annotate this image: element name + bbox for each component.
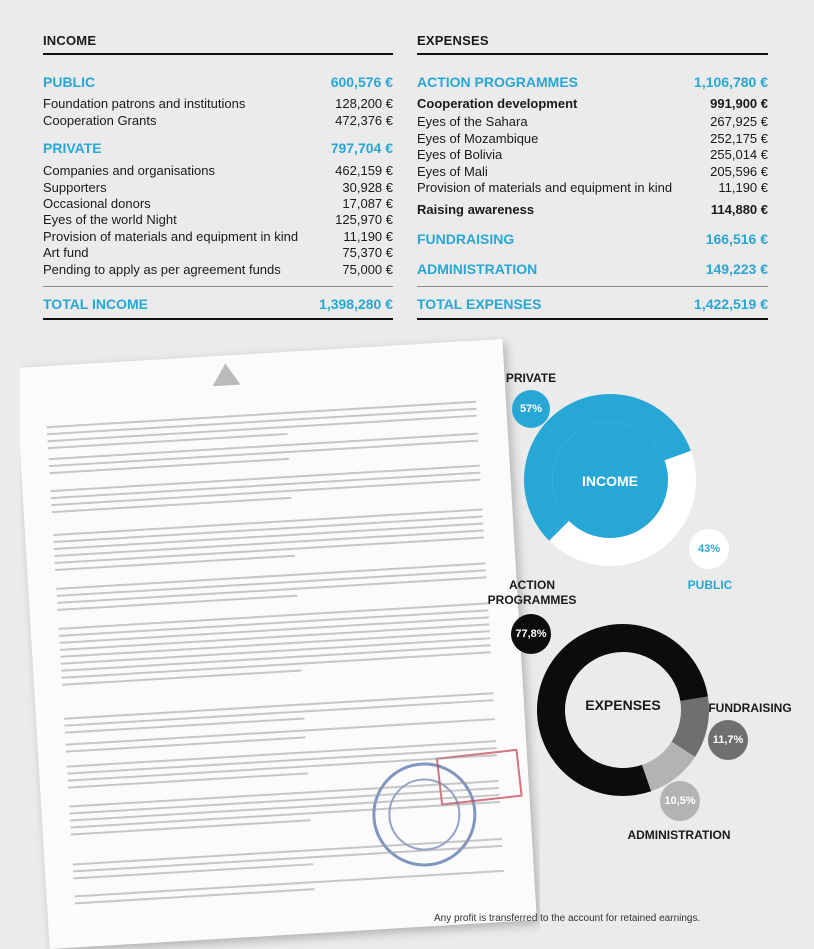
divider	[417, 318, 768, 320]
document-text-line	[71, 819, 311, 835]
income-private-chart-label: PRIVATE	[505, 371, 557, 385]
expenses-administration-row: ADMINISTRATION 149,223 €	[417, 261, 768, 277]
income-private-value: 797,704 €	[330, 140, 393, 156]
document-text-line	[75, 888, 315, 904]
expenses-item-row: Provision of materials and equipment in kind 11,190 €	[417, 180, 768, 195]
expenses-column	[417, 0, 768, 312]
expenses-fundraising-pct-badge: 11,7%	[708, 720, 748, 760]
income-item-row: Pending to apply as per agreement funds 75,000 €	[43, 262, 393, 277]
income-public-pct-badge: 43%	[689, 529, 729, 569]
logo-icon	[211, 363, 240, 387]
income-item-row: Supporters 30,928 €	[43, 180, 393, 195]
expenses-administration-chart-label: ADMINISTRATION	[627, 828, 731, 842]
income-item-row: Occasional donors 17,087 €	[43, 196, 393, 211]
income-public-row	[43, 74, 393, 90]
expenses-item-row: Eyes of Bolivia 255,014 €	[417, 147, 768, 162]
income-center-label: INCOME	[582, 473, 638, 489]
expenses-item-row: Eyes of Mali 205,596 €	[417, 164, 768, 179]
income-item-row: Eyes of the world Night 125,970 €	[43, 212, 393, 227]
audit-report-page	[20, 339, 537, 949]
divider	[43, 286, 393, 287]
divider	[43, 318, 393, 320]
document-text-line	[73, 863, 313, 879]
income-header: INCOME	[43, 0, 393, 55]
income-public-value: 600,576 €	[330, 74, 393, 90]
document-text-line	[64, 692, 493, 719]
expenses-action-row: ACTION PROGRAMMES 1,106,780 €	[417, 74, 768, 90]
income-private-label: PRIVATE	[43, 140, 102, 156]
expenses-cooperation-row: Cooperation development 991,900 €	[417, 96, 768, 111]
expenses-fundraising-chart-label: FUNDRAISING	[708, 701, 792, 715]
expenses-awareness-row: Raising awareness 114,880 €	[417, 202, 768, 217]
income-total-value: 1,398,280 €	[319, 296, 393, 312]
income-private-row	[43, 140, 393, 156]
document-text-line	[47, 401, 476, 428]
expenses-administration-pct-badge: 10,5%	[660, 781, 700, 821]
audit-report-image	[20, 333, 540, 949]
income-public-chart-label: PUBLIC	[687, 578, 733, 592]
document-text-line	[58, 595, 298, 611]
document-text-line	[49, 458, 289, 474]
income-column	[43, 0, 393, 312]
expenses-action-chart-label: ACTION PROGRAMMES	[487, 578, 577, 607]
expenses-item-row: Eyes of Mozambique 252,175 €	[417, 131, 768, 146]
expenses-item-row: Eyes of the Sahara 267,925 €	[417, 114, 768, 129]
expenses-center-label: EXPENSES	[585, 697, 661, 713]
divider	[417, 286, 768, 287]
footnote: Any profit is transferred to the account for retained earnings.	[434, 913, 701, 924]
expenses-header: EXPENSES	[417, 0, 768, 55]
income-total-row	[43, 296, 393, 312]
income-private-pct-badge: 57%	[512, 390, 550, 428]
document-text-line	[68, 772, 308, 788]
document-text-line	[55, 555, 295, 571]
document-text-line	[53, 509, 482, 536]
expenses-total-row: TOTAL EXPENSES 1,422,519 €	[417, 296, 768, 312]
document-text-line	[62, 670, 302, 686]
document-text-line	[66, 736, 306, 752]
income-total-label: TOTAL INCOME	[43, 296, 148, 312]
income-item-row: Art fund 75,370 €	[43, 245, 393, 260]
expenses-action-pct-badge: 77,8%	[511, 614, 551, 654]
income-item-row: Cooperation Grants 472,376 €	[43, 113, 393, 128]
income-item-row: Provision of materials and equipment in kind 11,190 €	[43, 229, 393, 244]
income-item-row: Companies and organisations 462,159 €	[43, 163, 393, 178]
income-item-row: Foundation patrons and institutions 128,200 €	[43, 96, 393, 111]
expenses-fundraising-row: FUNDRAISING 166,516 €	[417, 231, 768, 247]
income-public-label: PUBLIC	[43, 74, 96, 90]
document-text-line	[52, 497, 292, 513]
